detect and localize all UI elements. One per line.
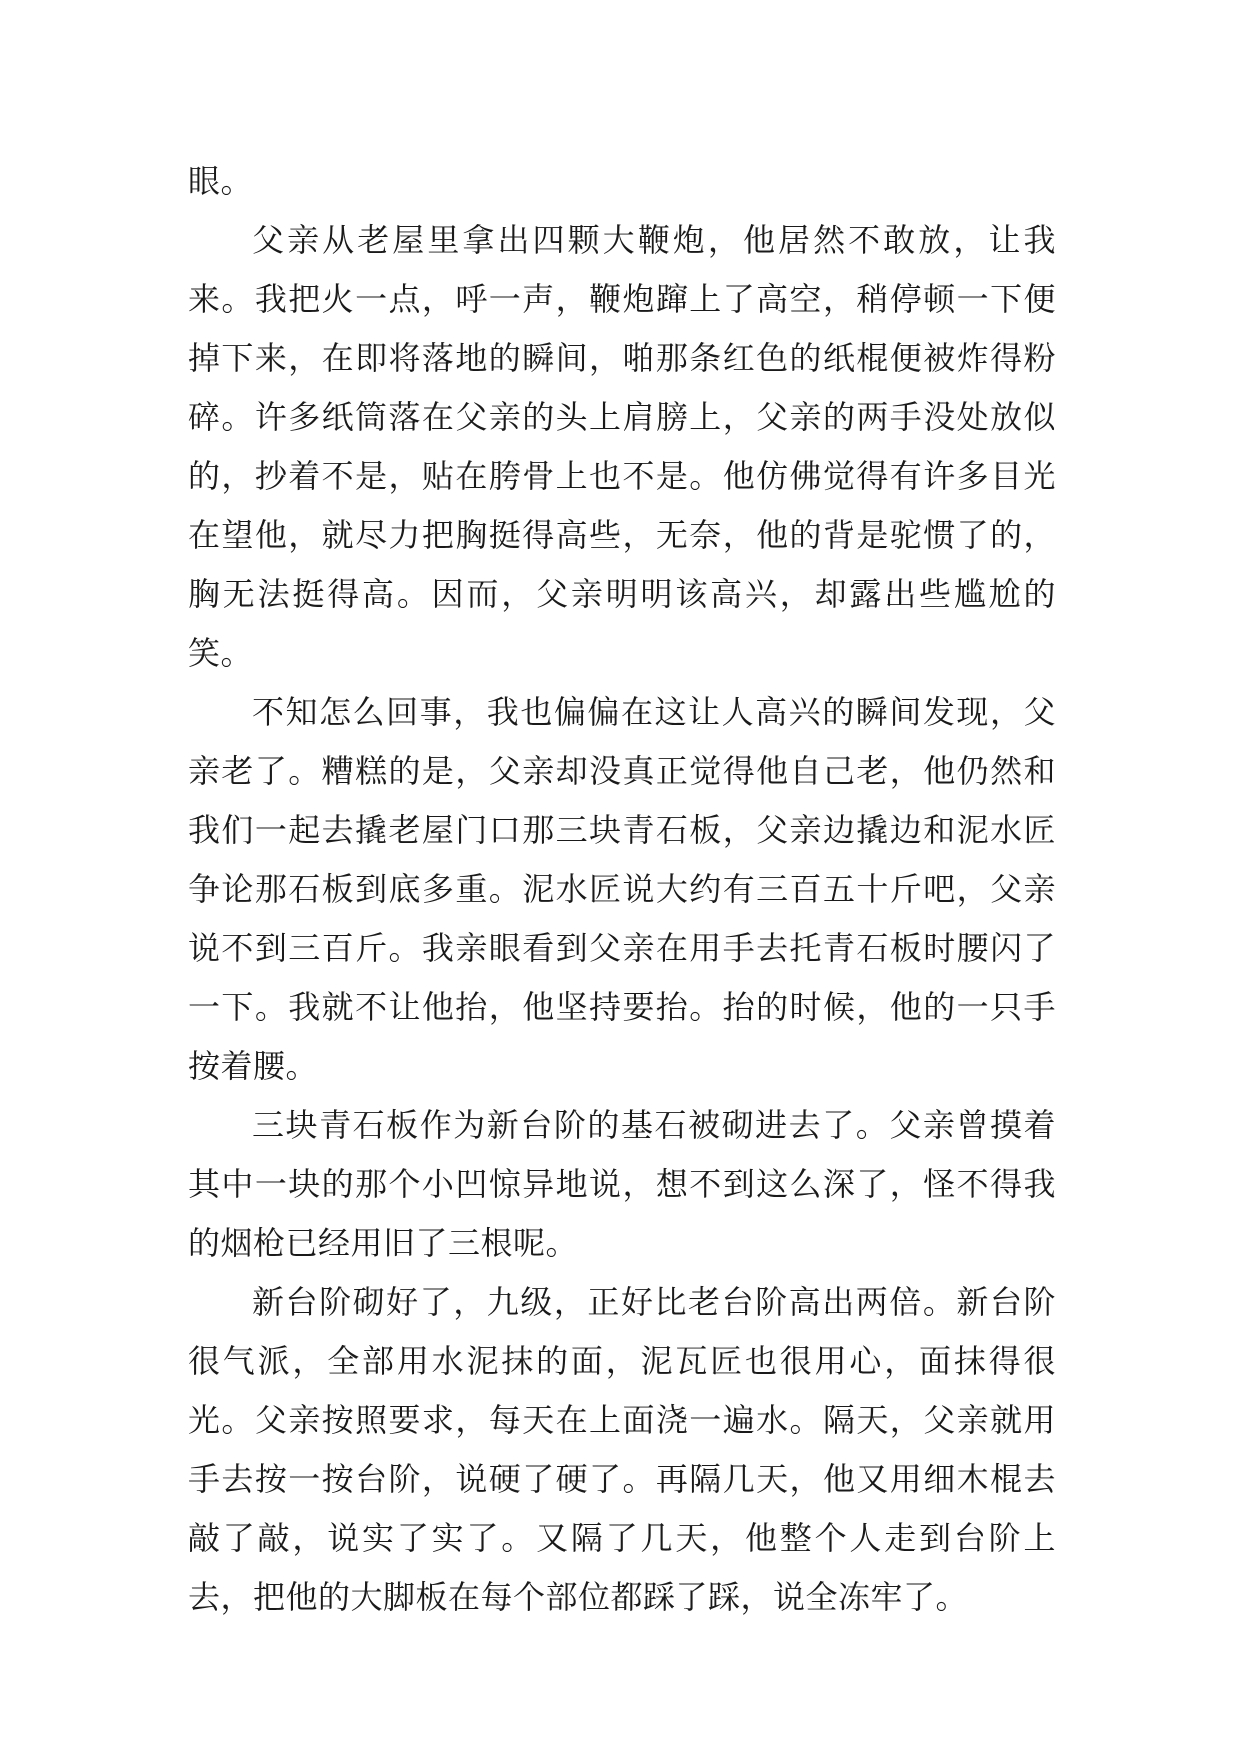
paragraph-new-steps: 新台阶砌好了，九级，正好比老台阶高出两倍。新台阶很气派，全部用水泥抹的面，泥瓦匠也很用心，面抹得很光。父亲按照要求，每天在上面浇一遍水。隔天，父亲就用手去按一按台阶，说硬了硬了。再隔几天，他又用细木棍去敲了敲，说实了实了。又隔了几天，他整个人走到台阶上去，把他的大脚板在每个部位都踩了踩，说全冻牢了。	[188, 1283, 1056, 1616]
paragraph-continuation: 眼。	[188, 162, 254, 200]
body-text	[188, 152, 1056, 1627]
paragraph-firecrackers: 父亲从老屋里拿出四颗大鞭炮，他居然不敢放，让我来。我把火一点，呼一声，鞭炮蹿上了高空，稍停顿一下便掉下来，在即将落地的瞬间，啪那条红色的纸棍便被炸得粉碎。许多纸筒落在父亲的头上肩膀上，父亲的两手没处放似的，抄着不是，贴在胯骨上也不是。他仿佛觉得有许多目光在望他，就尽力把胸挺得高些，无奈，他的背是驼惯了的，胸无法挺得高。因而，父亲明明该高兴，却露出些尴尬的笑。	[188, 221, 1056, 672]
paragraph-father-old: 不知怎么回事，我也偏偏在这让人高兴的瞬间发现，父亲老了。糟糕的是，父亲却没真正觉得他自己老，他仍然和我们一起去撬老屋门口那三块青石板，父亲边撬边和泥水匠争论那石板到底多重。泥水匠说大约有三百五十斤吧，父亲说不到三百斤。我亲眼看到父亲在用手去托青石板时腰闪了一下。我就不让他抬，他坚持要抬。抬的时候，他的一只手按着腰。	[188, 693, 1056, 1085]
paragraph-bluestone: 三块青石板作为新台阶的基石被砌进去了。父亲曾摸着其中一块的那个小凹惊异地说，想不到这么深了，怪不得我的烟枪已经用旧了三根呢。	[188, 1106, 1056, 1262]
